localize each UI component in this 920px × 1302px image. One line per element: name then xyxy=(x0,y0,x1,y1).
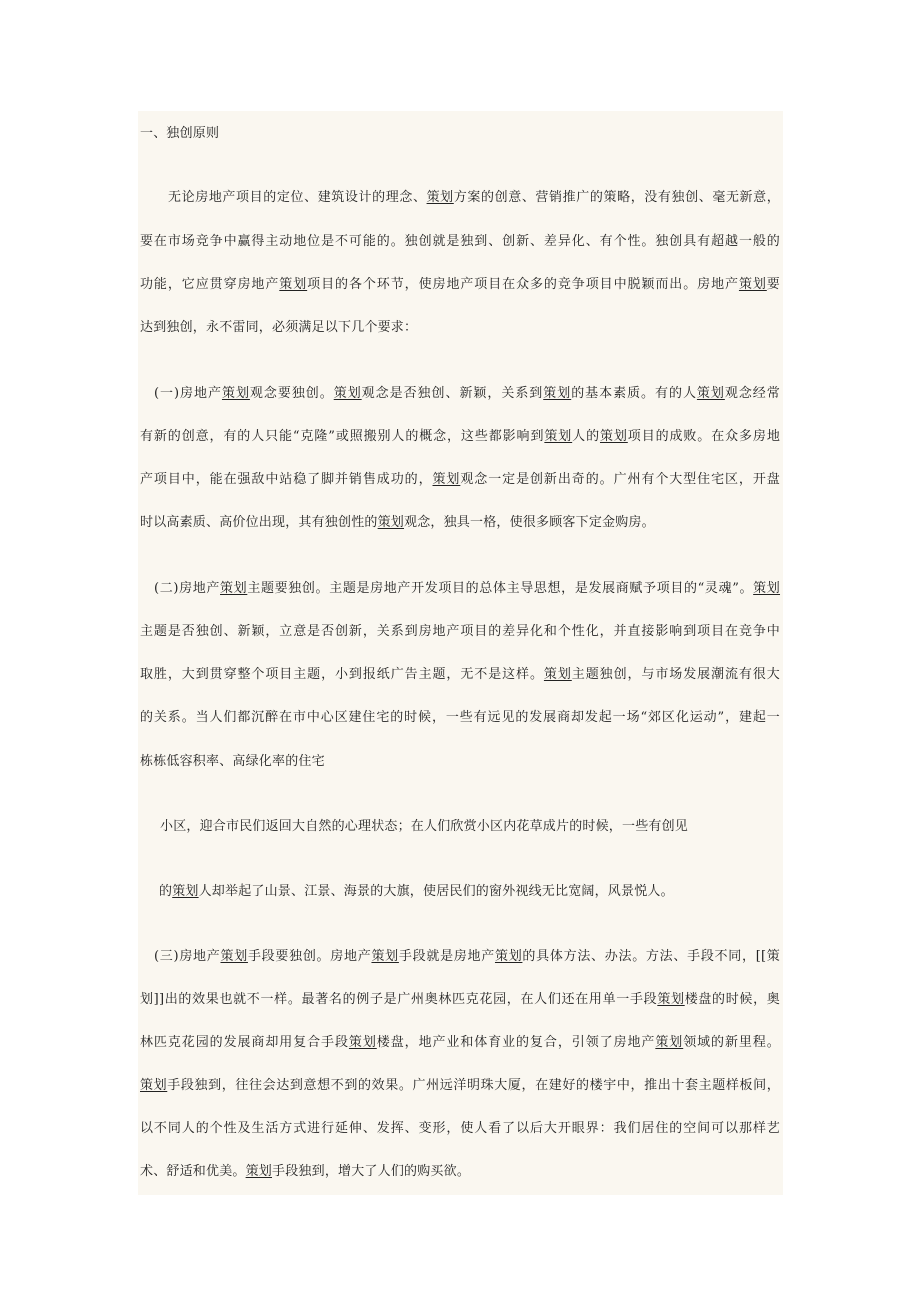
paragraph-line: 策划手段独到，往往会达到意想不到的效果。广州远洋明珠大厦，在建好的楼宇中，推出十套主题样板间， xyxy=(140,1078,780,1093)
keyword-link[interactable]: 策划 xyxy=(599,429,628,444)
paragraph-line: 术、舒适和优美。策划手段独到，增大了人们的购买欲。 xyxy=(140,1164,471,1179)
keyword-link[interactable]: 策划 xyxy=(426,190,454,205)
paragraph-line: 栋栋低容积率、高绿化率的住宅 xyxy=(140,754,325,769)
keyword-link[interactable]: 策划 xyxy=(220,949,248,964)
paragraph-line: 主题是否独创、新颖，立意是否创新，关系到房地产项目的差异化和个性化，并直接影响到项目在竞争中 xyxy=(140,624,780,639)
document-page xyxy=(138,111,783,1195)
paragraph-line: 取胜，大到贯穿整个项目主题，小到报纸广告主题，无不是这样。策划主题独创，与市场发展潮流有很大 xyxy=(140,667,780,682)
keyword-link[interactable]: 策划 xyxy=(753,581,781,596)
keyword-link[interactable]: 策划 xyxy=(494,949,523,964)
paragraph-line: 达到独创，永不雷同，必须满足以下几个要求： xyxy=(140,320,418,335)
keyword-link[interactable]: 策划 xyxy=(348,1035,377,1050)
paragraph-line: 小区，迎合市民们返回大自然的心理状态；在人们欣赏小区内花草成片的时候，一些有创见 xyxy=(160,819,689,834)
keyword-link[interactable]: 策划 xyxy=(696,386,725,401)
keyword-link[interactable]: 策划 xyxy=(543,386,572,401)
paragraph-line: 无论房地产项目的定位、建筑设计的理念、策划方案的创意、营销推广的策略，没有独创、毫无新意， xyxy=(168,190,780,205)
keyword-link[interactable]: 策划 xyxy=(655,1035,684,1050)
paragraph-line: (一)房地产策划观念要独创。策划观念是否独创、新颖，关系到策划的基本素质。有的人策划观念经常 xyxy=(154,386,780,401)
keyword-link[interactable]: 策划 xyxy=(432,472,461,487)
keyword-link[interactable]: 策划 xyxy=(377,515,405,530)
paragraph-line: 划]]出的效果也就不一样。最著名的例子是广州奥林匹克花园，在人们还在用单一手段策划楼盘的时候，奥 xyxy=(140,992,780,1007)
paragraph-line: 以不同人的个性及生活方式进行延伸、发挥、变形，使人看了以后大开眼界：我们居住的空间可以那样艺 xyxy=(140,1121,780,1136)
keyword-link[interactable]: 策划 xyxy=(371,949,399,964)
keyword-link[interactable]: 策划 xyxy=(543,667,572,682)
paragraph-line: 产项目中，能在强敌中站稳了脚并销售成功的，策划观念一定是创新出奇的。广州有个大型住宅区，开盘 xyxy=(140,472,780,487)
paragraph-line: 的策划人却举起了山景、江景、海景的大旗，使居民们的窗外视线无比宽阔，风景悦人。 xyxy=(159,884,674,899)
keyword-link[interactable]: 策划 xyxy=(220,581,248,596)
keyword-link[interactable]: 策划 xyxy=(657,992,685,1007)
paragraph-line: 的关系。当人们都沉醉在市中心区建住宅的时候，一些有远见的发展商却发起一场“郊区化运动”，建起一 xyxy=(140,710,780,725)
keyword-link[interactable]: 策划 xyxy=(221,386,250,401)
keyword-link[interactable]: 策划 xyxy=(544,429,573,444)
keyword-link[interactable]: 策划 xyxy=(140,1078,168,1093)
paragraph-line: 功能，它应贯穿房地产策划项目的各个环节，使房地产项目在众多的竞争项目中脱颖而出。房地产策划要 xyxy=(140,277,780,292)
paragraph-line: 林匹克花园的发展商却用复合手段策划楼盘，地产业和体育业的复合，引领了房地产策划领域的新里程。 xyxy=(140,1035,780,1050)
paragraph-line: 时以高素质、高价位出现，其有独创性的策划观念，独具一格，使很多顾客下定金购房。 xyxy=(140,515,655,530)
paragraph-line: 有新的创意，有的人只能“克隆”或照搬别人的概念，这些都影响到策划人的策划项目的成败。在众多房地 xyxy=(140,429,781,444)
section-heading: 一、独创原则 xyxy=(140,126,220,141)
keyword-link[interactable]: 策划 xyxy=(279,277,308,292)
keyword-link[interactable]: 策划 xyxy=(738,277,767,292)
paragraph-line: (二)房地产策划主题要独创。主题是房地产开发项目的总体主导思想，是发展商赋予项目的“灵魂”。策划 xyxy=(154,581,781,596)
keyword-link[interactable]: 策划 xyxy=(333,386,362,401)
keyword-link[interactable]: 策划 xyxy=(245,1164,273,1179)
paragraph-line: (三)房地产策划手段要独创。房地产策划手段就是房地产策划的具体方法、办法。方法、手段不同，[[策 xyxy=(154,949,780,964)
keyword-link[interactable]: 策划 xyxy=(172,884,199,899)
paragraph-line: 要在市场竞争中赢得主动地位是不可能的。独创就是独到、创新、差异化、有个性。独创具有超越一般的 xyxy=(140,234,780,249)
